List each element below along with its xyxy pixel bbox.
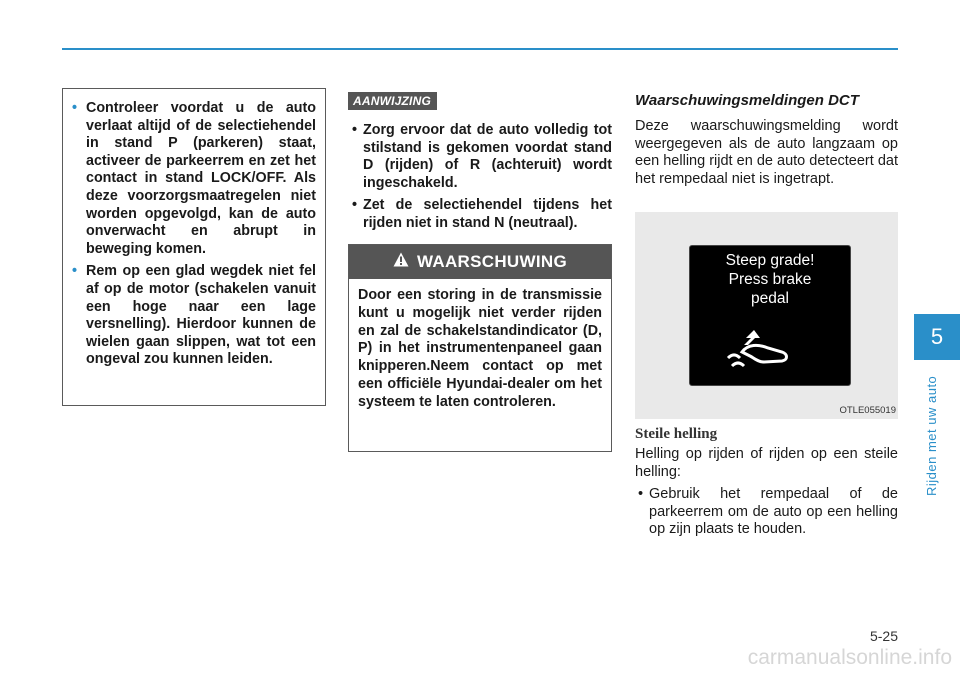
page-number: 5-25 xyxy=(869,628,898,644)
note-item-text: Zet de selectiehendel tijdens het rijden niet in stand N (neutraal). xyxy=(363,197,612,231)
bullet-icon: • xyxy=(638,486,644,502)
display-message xyxy=(690,251,850,308)
note-item xyxy=(349,197,612,232)
chapter-title: Rijden met uw auto xyxy=(924,375,939,496)
section-heading: Waarschuwingsmeldingen DCT xyxy=(635,92,859,109)
chapter-number: 5 xyxy=(930,324,944,349)
note-label: AANWIJZING xyxy=(348,92,437,110)
chapter-tab xyxy=(914,314,960,360)
bullet-icon: • xyxy=(72,263,78,280)
caution-item xyxy=(72,263,316,369)
display-line-1: Steep grade! xyxy=(725,252,815,269)
note-item xyxy=(349,122,612,192)
figure-code: OTLE055019 xyxy=(839,405,896,416)
subsection-body: Helling op rijden of rijden op een steile helling: xyxy=(635,446,898,480)
brake-pedal-icon xyxy=(724,330,804,370)
bullet-icon: • xyxy=(72,100,78,116)
bullet-icon: • xyxy=(352,122,358,138)
watermark: carmanualsonline.info xyxy=(747,646,952,669)
warning-triangle-icon xyxy=(393,252,409,272)
section-body: Deze waarschuwingsmelding wordt weergegeven als de auto langzaam op een helling rijdt en de auto detecteert dat het rempedaal niet is ingetrapt. xyxy=(635,118,898,187)
top-rule xyxy=(62,48,898,50)
subsection-item xyxy=(635,486,898,539)
note-item-text: Zorg ervoor dat de auto volledig tot stilstand is gekomen voordat stand D (rijden) of R (achteruit) wordt ingeschakeld. xyxy=(363,122,612,191)
warning-body: Door een storing in de transmissie kunt u mogelijk niet verder rijden en zal de schakelstandindicator (D, P) in het instrumentenpaneel gaan knipperen.Neem contact op met een officiële Hyundai-dealer om het systeem te laten controleren. xyxy=(358,287,602,410)
warning-box xyxy=(348,244,612,452)
bullet-icon: • xyxy=(352,197,358,214)
caution-box xyxy=(62,88,326,406)
caution-item-text: Controleer voordat u de auto verlaat altijd of de selectiehendel in stand P (parkeren) staat, activeer de parkeerrem en zet het contact in stand LOCK/OFF. Als deze voorzorgsmaatregelen niet worden opgevolgd, kan de auto onverwacht en abrupt in beweging komen. xyxy=(86,100,316,257)
caution-item xyxy=(72,100,316,258)
warning-title: WAARSCHUWING xyxy=(417,252,567,271)
warning-header xyxy=(349,245,611,279)
caution-list xyxy=(72,100,316,369)
cluster-display xyxy=(689,245,851,386)
cluster-message-figure xyxy=(635,212,898,419)
subsection-item-text: Gebruik het rempedaal of de parkeerrem om de auto op een helling op zijn plaats te houden. xyxy=(649,486,898,538)
note-list xyxy=(349,122,612,238)
display-line-2: Press brake xyxy=(728,271,812,288)
subsection-heading: Steile helling xyxy=(635,426,718,442)
caution-item-text: Rem op een glad wegdek niet fel af op de motor (schakelen vanuit een hoge naar een lage versnelling). Hierdoor kunnen de wielen gaan slippen, wat tot een ongeval zou kunnen leiden. xyxy=(86,263,316,368)
display-line-3: pedal xyxy=(751,290,789,307)
subsection-list xyxy=(635,486,898,539)
